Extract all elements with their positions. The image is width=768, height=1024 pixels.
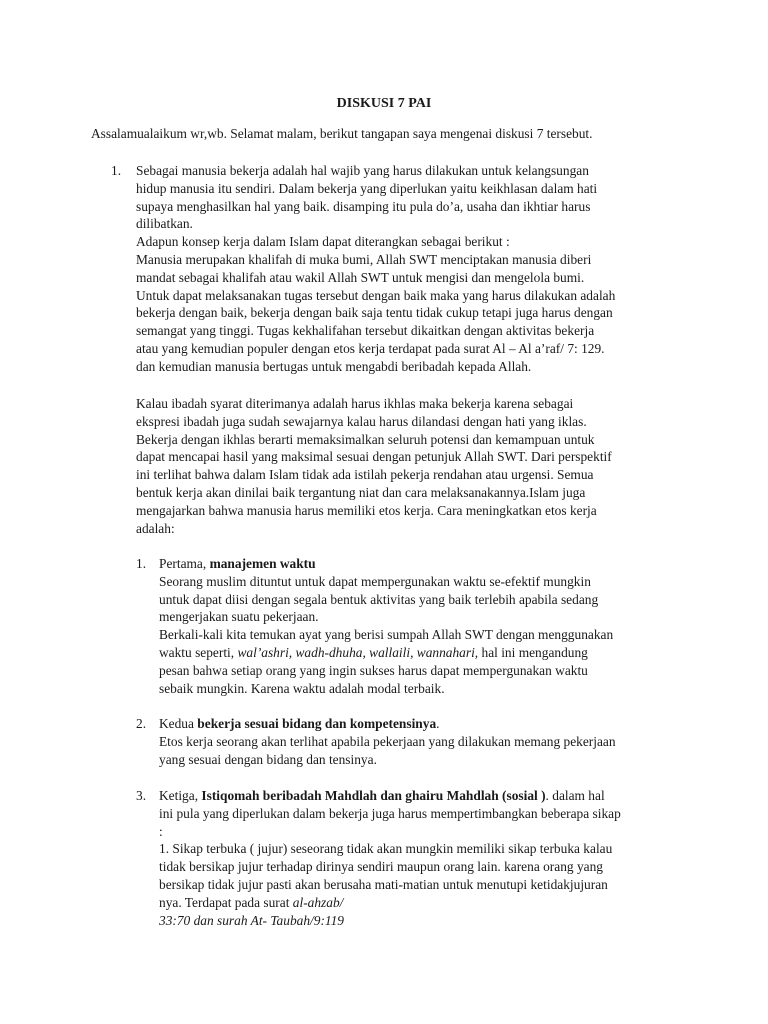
- list-number-1: 1.: [111, 163, 122, 178]
- ikhlas-paragraph: [136, 395, 676, 537]
- subitem-heading: Istiqomah beribadah Mahdlah dan ghairu Mahdlah (sosial ): [201, 788, 546, 803]
- text-line: Seorang muslim dituntut untuk dapat mempergunakan waktu se-efektif mungkin: [159, 573, 591, 589]
- italic-terms: wal’ashri, wadh-dhuha, wallaili, wannahari,: [237, 644, 479, 660]
- text-line: bekerja dengan baik, bekerja dengan baik saja tentu tidak cukup tetapi juga harus dengan: [136, 305, 613, 321]
- text-line: Untuk dapat melaksanakan tugas tersebut dengan baik maka yang harus dilakukan adalah: [136, 287, 616, 303]
- text-line-with-italic: [159, 644, 689, 662]
- text-line: pesan bahwa setiap orang yang ingin sukses harus dapat mempergunakan waktu: [159, 662, 588, 678]
- text-line: 1. Sikap terbuka ( jujur) seseorang tidak akan mungkin memiliki sikap terbuka kalau: [159, 841, 613, 857]
- text-line: ini terlihat bahwa dalam Islam tidak ada istilah pekerja rendahan atau urgensi. Semua: [136, 467, 594, 483]
- subitem-heading-line: [159, 555, 689, 573]
- greeting-paragraph: Assalamualaikum wr,wb. Selamat malam, berikut tangapan saya mengenai diskusi 7 tersebut.: [91, 126, 593, 141]
- subitem-lead: Kedua: [159, 716, 198, 731]
- text-span: hal ini mengandung: [478, 644, 588, 660]
- text-line: supaya menghasilkan hal yang baik. disamping itu pula do’a, usaha dan ikhtiar harus: [136, 198, 591, 214]
- text-line-with-italic: [159, 894, 689, 912]
- text-line: adalah:: [136, 520, 175, 536]
- text-line: Kalau ibadah syarat diterimanya adalah harus ikhlas maka bekerja karena sebagai: [136, 396, 574, 411]
- text-line: semangat yang tinggi. Tugas kekhalifahan tersebut dikaitkan dengan aktivitas bekerja: [136, 323, 595, 339]
- item1-paragraph: [136, 162, 676, 376]
- time-management-item: [159, 555, 689, 697]
- text-line-italic: [159, 912, 689, 930]
- text-line: tidak bersikap jujur terhadap dirinya sendiri maupun orang lain. karena orang yang: [159, 859, 603, 875]
- text-span: waktu seperti,: [159, 644, 238, 660]
- text-line: :: [159, 823, 163, 839]
- text-line: dapat mencapai hasil yang maksimal sesuai dengan petunjuk Allah SWT. Dari perspektif: [136, 449, 612, 465]
- text-line: Adapun konsep kerja dalam Islam dapat diterangkan sebagai berikut :: [136, 234, 510, 250]
- text-line: sebaik mungkin. Karena waktu adalah modal terbaik.: [159, 680, 445, 696]
- sublist-number-2: 2.: [136, 716, 147, 731]
- subitem-tail: .: [436, 716, 440, 731]
- text-line: dan kemudian manusia bertugas untuk mengabdi beribadah kepada Allah.: [136, 358, 532, 374]
- istiqomah-item: [159, 787, 689, 929]
- text-line: Berkali-kali kita temukan ayat yang berisi sumpah Allah SWT dengan menggunakan: [159, 627, 614, 643]
- text-line: ekspresi ibadah juga sudah sewajarnya kalau harus dilandasi dengan hati yang iklas.: [136, 413, 587, 429]
- sublist-number-1: 1.: [136, 556, 147, 571]
- text-line: untuk dapat diisi dengan segala bentuk aktivitas yang baik terlebih apabila sedang: [159, 591, 599, 607]
- competence-item: [159, 715, 689, 768]
- italic-reference: al-ahzab/: [292, 894, 344, 910]
- document-title: DISKUSI 7 PAI: [336, 96, 432, 111]
- subitem-lead: Ketiga,: [159, 788, 202, 803]
- subitem-lead: Pertama,: [159, 556, 210, 571]
- subitem-heading: bekerja sesuai bidang dan kompetensinya: [197, 716, 437, 731]
- subitem-heading-line: [159, 787, 689, 805]
- text-line: bentuk kerja akan dinilai baik tergantung niat dan cara melaksanakannya.Islam juga: [136, 484, 586, 500]
- text-line: mengajarkan bahwa manusia harus memiliki etos kerja. Cara meningkatkan etos kerja: [136, 502, 597, 518]
- text-line: Etos kerja seorang akan terlihat apabila pekerjaan yang dilakukan memang pekerjaan: [159, 733, 616, 749]
- text-line: Bekerja dengan ikhlas berarti memaksimalkan seluruh potensi dan kemampuan untuk: [136, 431, 595, 447]
- text-line: atau yang kemudian populer dengan etos kerja terdapat pada surat Al – Al a’raf/ 7: 129.: [136, 340, 605, 356]
- text-line: dilibatkan.: [136, 216, 193, 232]
- text-line: Sebagai manusia bekerja adalah hal wajib yang harus dilakukan untuk kelangsungan: [136, 163, 589, 178]
- text-line: yang sesuai dengan bidang dan tensinya.: [159, 751, 377, 767]
- subitem-heading-line: [159, 715, 689, 733]
- text-line: hidup manusia itu sendiri. Dalam bekerja yang diperlukan yaitu keikhlasan dalam hati: [136, 180, 598, 196]
- subitem-tail: . dalam hal: [545, 788, 605, 803]
- text-line: mengerjakan suatu pekerjaan.: [159, 609, 319, 625]
- subitem-heading: manajemen waktu: [209, 556, 316, 571]
- text-line: ini pula yang diperlukan dalam bekerja juga harus mempertimbangkan beberapa sikap: [159, 805, 621, 821]
- sublist-number-3: 3.: [136, 788, 147, 803]
- text-line: bersikap tidak jujur pasti akan berusaha mati-matian untuk menutupi ketidakjujuran: [159, 876, 608, 892]
- italic-reference: 33:70 dan surah At- Taubah/9:119: [159, 912, 345, 928]
- text-line: Manusia merupakan khalifah di muka bumi, Allah SWT menciptakan manusia diberi: [136, 251, 592, 267]
- text-line: mandat sebagai khalifah atau wakil Allah SWT untuk mengisi dan mengelola bumi.: [136, 269, 585, 285]
- text-span: nya. Terdapat pada surat: [159, 894, 293, 910]
